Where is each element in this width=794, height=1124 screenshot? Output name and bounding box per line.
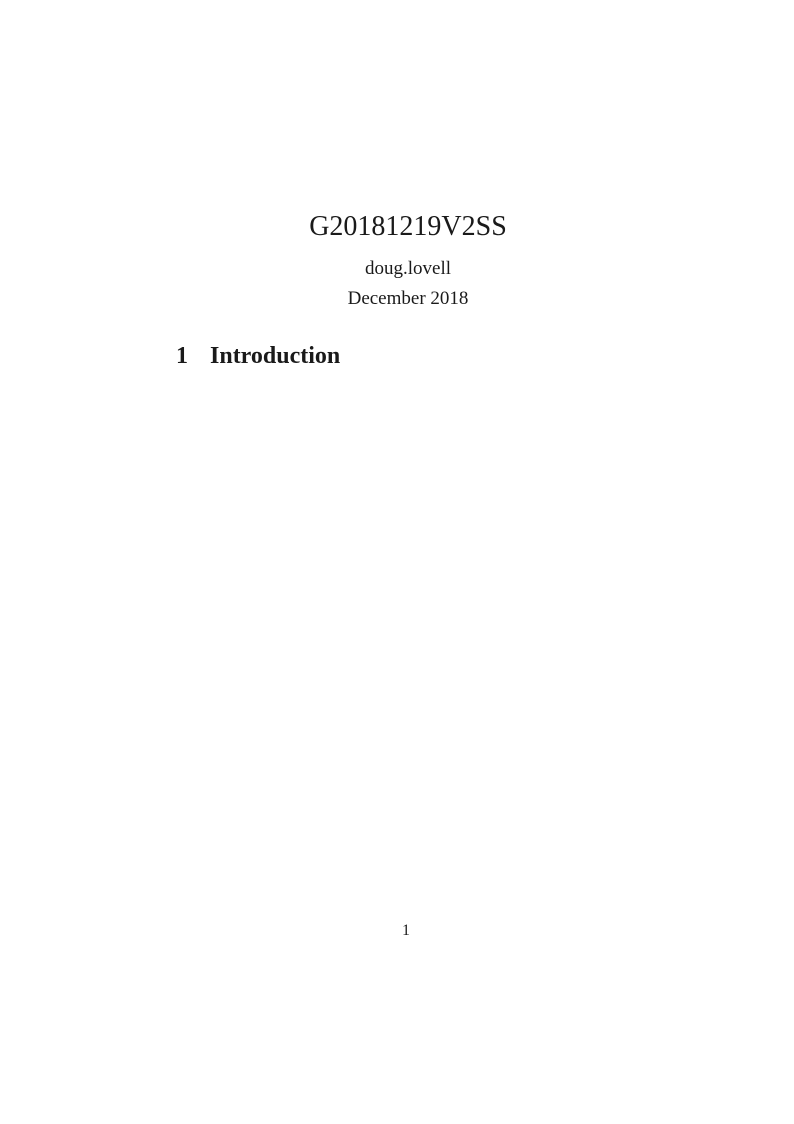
page-number [0, 923, 794, 939]
section-number: 1 [176, 343, 188, 369]
section-heading-introduction [176, 344, 340, 368]
page-number-text: 1 [402, 922, 410, 939]
document-author-text: doug.lovell [364, 258, 452, 279]
document-date-text: December 2018 [347, 288, 469, 309]
document-title [0, 213, 794, 241]
document-title-text: G20181219V2SS [309, 211, 507, 242]
document-author [0, 259, 794, 278]
document-date [0, 289, 794, 308]
section-title: Introduction [210, 343, 341, 369]
